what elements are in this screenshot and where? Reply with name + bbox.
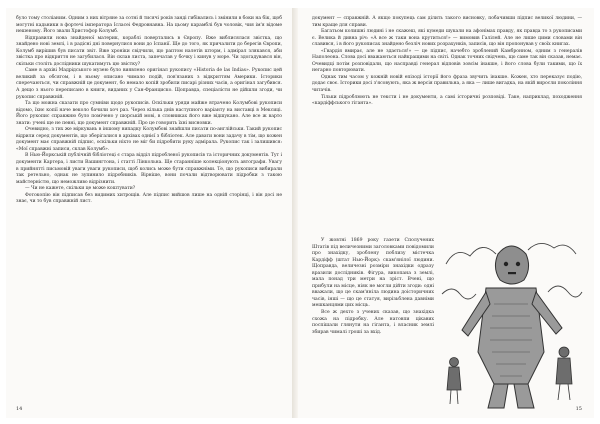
right-page <box>298 8 594 418</box>
page-number-left: 14 <box>16 406 23 412</box>
paragraph: У жовтні 1869 року газети Сполучених Штатів під величезними заголовками повідомили про знахідку, зроблену поблизу містечка Кардіфф (штат Нью-Йорк): скам'янілої людини. Щоправда, величезні розміри знахідки одразу вразили дослідників. Фігура, викопана з землі, мала понад три метри на зріст. Вчені, що прибули на місце, ніяк не могли дійти згоди: одні вважали, що це скам'яніла людина доісторичних часів, інші — що це статуя, вирізьблена давніми мешканцями цих місць. <box>312 238 434 309</box>
giant-illustration <box>436 234 586 412</box>
paragraph: було тому століаним. Одним з них вітряне за сотні й тисячі років занді гибівались і змінили в боки на бік, щоб могутні кадьники в фортечі імператора Ісласеі Федровнавна. На цьому карамблі був чоловік, чия ім'я відоме нешеному. Його звали Христофор Колумб. <box>16 16 282 35</box>
right-narrow-column <box>312 238 434 336</box>
left-page <box>6 8 293 418</box>
paragraph: Відправили нова знайденої материк, кораблі повертались в Європу. Вже виблисялася звістка, що знайдено нові землі, і в радісні дні повернулися вони до Іспанії. Ще до того, як причалити до берегів Європи, Колумб вирішив був писати звіт. Вже хроніки свідчили, що раптом налетів шторм, і адмірал злякався, аби звістка про відкриття не загубилася. Він склав листа, запечатав у бочку і кинув у море. Чи здогадувався він, скільки століть дослідники шукатимуть цю звістку? <box>16 35 282 67</box>
paragraph: Фотокопію він підписав без видимих хитрощів. Але підпис вийшов лише на одній сторінці, і він досі не знає, чи то був справжній лист. <box>16 192 282 205</box>
paragraph: — Чи не кажете, скільки це може коштувати? <box>25 186 136 192</box>
paragraph: Однак тим часом у кожній новій епізоді історії його фраза звучить інакше. Кожен, хто переказує подію, додає своє. Історики досі з'ясовують, яка ж версія правильна, а яка — лише вигадка, на якій виросли покоління читачів. <box>312 74 582 94</box>
paragraph: «Гвардія вмирає, але не здається!» — це підпис, начебто зроблений Камбронном, одним з генералів Наполеона. Слова досі вважаються найкращими на світі. Однак точних свідчень, що саме так він сказав, немає. Очевидці потім розповідали, що насправді генерал відповів зовсім інакше, і його слова були такими, що їх негарно повторювати. <box>312 48 582 74</box>
paragraph: Тільки підроблюють не тексти і не документи, а самі історичні розповіді. Таке, наприклад, походження «кардіффського гіганта». <box>312 94 582 107</box>
paragraph: Саме в архіві Мадрідського музею було виявлено оригінал рукопису «Historia de las Indias». Рукопис цей великий за обсягом, і в ньому описано чимало подій, пов'язаних з відкриттям Америки. Історики сперечаються, чи справжній це документ, бо немало копій зробили писарі різних часів, а оригінал загубився. А дещо з нього переписано в книги, виданих у Сан-Франциско. Щоправда, спеціалісти не дійшли згоди, чи рукопис справжній. <box>16 68 282 100</box>
right-text-column <box>312 16 582 108</box>
paragraph: Все ж дехто з учених сказав, що знахідка схожа на підробку. Але натовпи цікавих поспішали глянути на гіганта, і власник землі збирав чималі гроші за вхід. <box>312 310 434 335</box>
paragraph: Очевидно, з тих же міркувань в іншому випадку Колумбові знайшли писати по-англійськи. Такий рукопис відрили серед документів, що зберігалися в архівах однієї з бібліотек. Але давати вони задачу в тім, що кожен документ має справжній підпис, оскільки ніхто не міг би підробити руку адмірала. Рукопис так і залишився: «Мої справжні записи, склав Колумб». <box>16 127 282 152</box>
paragraph: документ — справжній. А якщо покупець сам ділить такого висновку, побачивши підпис великої людини, — тим краще для справи. <box>312 16 582 28</box>
paragraph: Багатьом колишні людині і не скажеш, які кумеди шукали на афонімах правду, як правда то з рукописами є. Велика й дивна річ: «А все ж таки вона крутиться!» — вимовив Галілей. Але не лише цими словами він славився, і в його рукописах знайдено безліч нових розрахунків, записів, що він пропонував у своїх книгах. <box>312 29 582 48</box>
cardiff-giant-drawing <box>436 234 586 412</box>
paragraph: Та що можна сказати про сумніви щодо рукописів. Оскільки уряди майже втрачено Колумбові рукописи відомо, їхнє копії наче веколо бачили хоч раз. Через кілька днів наступного варіанту на виставці в Мексиці. Його рукопис справжню було помічено у шорській мові, в словниках його вже відшукано. Але все ж варто знати: учені ще не певні, що документ справжній. Про це говорить їхні висновки. <box>16 101 282 126</box>
paragraph: В Нью-Йоркській публічній бібліотеці є стара відділ підробленої рукописів та історичних документів. Тут і документи Картера, і листи Вашингтона, і статті Лінкольна. Ще старанніше колекціонують автографи. Увагу в прийнятті письмовій уваги уваги рукописи, щоб колись може бути справжніми. Те, що рукописи вибирали так ретельно, однак не зупинило підробників. Вірніше, вони почали відтворювати підробки з такою майстерністю, що неможливо відрізнити. <box>16 153 282 185</box>
left-text-column <box>16 16 282 206</box>
page-number-right: 15 <box>575 406 582 412</box>
